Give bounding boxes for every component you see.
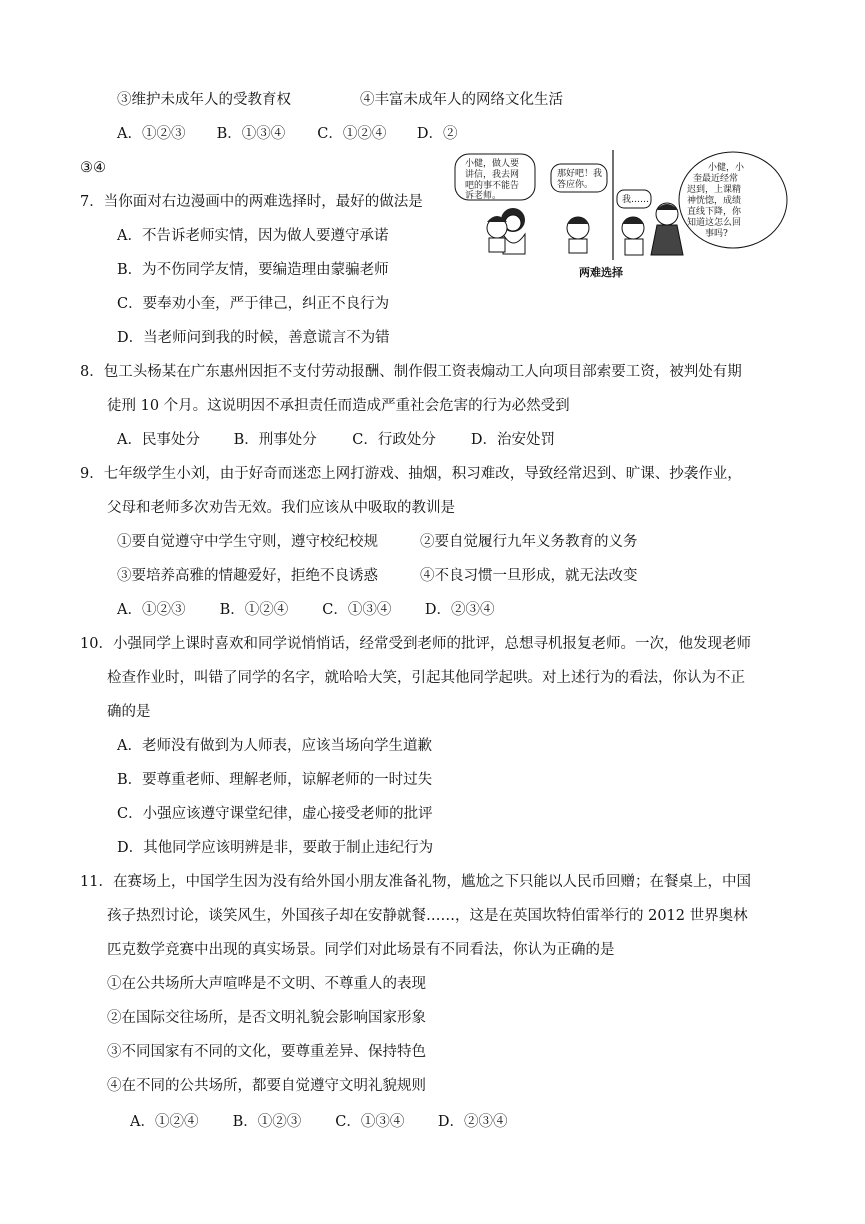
q10-stem-line2: 检查作业时，叫错了同学的名字，就哈哈大笑，引起其他同学起哄。对上述行为的看法，你认为不正 — [107, 670, 745, 686]
q11-option-a: A．①②④ — [130, 1114, 199, 1130]
q7-option-a: A．不告诉老师实情，因为做人要遵守承诺 — [117, 228, 389, 244]
figure-teacher-right — [622, 203, 683, 255]
bubble4-line7: 事吗? — [705, 229, 728, 239]
q11-item-3: ③不同国家有不同的文化，要尊重差异、保持特色 — [107, 1044, 426, 1060]
bubble4-line2: 奎最近经常 — [693, 174, 739, 184]
q8-option-a: A．民事处分 — [117, 432, 200, 448]
q10-stem-line1: 10．小强同学上课时喜欢和同学说悄悄话，经常受到老师的批评，总想寻机报复老师。一次，他发现老师 — [80, 636, 751, 652]
q9-item-3: ③要培养高雅的情趣爱好，拒绝不良诱惑 — [117, 568, 378, 584]
q11-stem-line1: 11．在赛场上，中国学生因为没有给外国小朋友准备礼物，尴尬之下只能以人民币回赠；在餐桌上，中国 — [80, 874, 751, 890]
q8-option-b: B．刑事处分 — [233, 432, 317, 448]
bubble4-line4: 神恍惚，成绩 — [687, 196, 742, 206]
q9-option-c: C．①③④ — [322, 602, 392, 618]
q11-item-4: ④在不同的公共场所，都要自觉遵守文明礼貌规则 — [107, 1078, 426, 1094]
q6-item-4: ④丰富未成年人的网络文化生活 — [360, 92, 563, 108]
q10-option-d: D．其他同学应该明辨是非，要敢于制止违纪行为 — [117, 840, 434, 856]
bubble4-line6: 知道这怎么回 — [687, 218, 742, 228]
q9-option-b: B．①②④ — [219, 602, 289, 618]
comic-illustration — [453, 150, 788, 280]
bubble1-line4: 诉老师。 — [465, 191, 502, 201]
bubble2-line1: 那好吧！我 — [557, 169, 603, 179]
q10-stem-line3: 确的是 — [107, 704, 151, 720]
q9-item-2: ②要自觉履行九年义务教育的义务 — [420, 534, 638, 550]
figure-boys-left — [487, 208, 589, 254]
q6-option-c: C．①②④ — [317, 126, 387, 142]
bubble4-line3: 迟到，上课精 — [687, 185, 742, 195]
q6-option-d-wrap: ③④ — [80, 160, 106, 176]
q8-option-c: C．行政处分 — [352, 432, 436, 448]
q9-option-a: A．①②③ — [117, 602, 186, 618]
q7-stem: 7．当你面对右边漫画中的两难选择时，最好的做法是 — [80, 194, 423, 210]
q9-option-d: D．②③④ — [424, 602, 495, 618]
q9-options — [117, 600, 494, 620]
q11-stem-line2: 孩子热烈讨论，谈笑风生，外国孩子却在安静就餐……，这是在英国坎特伯雷举行的 2012 世界奥林 — [107, 908, 748, 924]
q6-options — [117, 124, 457, 144]
q8-option-d: D．治安处罚 — [470, 432, 555, 448]
q7-option-b: B．为不伤同学友情，要编造理由蒙骗老师 — [117, 262, 389, 278]
bubble1-line3: 吧的事不能告 — [465, 181, 520, 191]
bubble1-line1: 小健，做人要 — [465, 159, 520, 169]
q11-item-2: ②在国际交往场所，是否文明礼貌会影响国家形象 — [107, 1010, 426, 1026]
q7-option-c: C．要奉劝小奎，严于律己，纠正不良行为 — [117, 296, 390, 312]
q10-option-a: A．老师没有做到为人师表，应该当场向学生道歉 — [117, 738, 432, 754]
q8-options — [117, 430, 555, 450]
q10-option-c: C．小强应该遵守课堂纪律，虚心接受老师的批评 — [117, 806, 433, 822]
comic-caption: 两难选择 — [579, 266, 623, 279]
bubble4-line1: 小健，小 — [708, 163, 745, 173]
bubble4-line5: 直线下降，你 — [687, 207, 742, 217]
q11-option-b: B．①②③ — [232, 1114, 302, 1130]
q9-item-4: ④不良习惯一旦形成，就无法改变 — [420, 568, 638, 584]
q11-option-c: C．①③④ — [335, 1114, 405, 1130]
bubble1-line2: 讲信，我去网 — [465, 170, 520, 180]
q8-stem-line2: 徒刑 10 个月。这说明因不承担责任而造成严重社会危害的行为必然受到 — [107, 398, 570, 414]
bubble3-line1: 我…… — [622, 195, 650, 205]
q6-option-a: A．①②③ — [117, 126, 186, 142]
bubble2-line2: 答应你。 — [557, 180, 594, 190]
q11-options — [130, 1112, 507, 1132]
q11-option-d: D．②③④ — [437, 1114, 508, 1130]
q7-option-d: D．当老师问到我的时候，善意谎言不为错 — [117, 330, 390, 346]
q9-item-1: ①要自觉遵守中学生守则，遵守校纪校规 — [117, 534, 378, 550]
q8-stem-line1: 8．包工头杨某在广东惠州因拒不支付劳动报酬、制作假工资表煽动工人向项目部索要工资，被判处有期 — [80, 364, 742, 380]
q11-stem-line3: 匹克数学竞赛中出现的真实场景。同学们对此场景有不同看法，你认为正确的是 — [107, 942, 615, 958]
q6-option-d: D．② — [416, 126, 458, 142]
q6-item-3: ③维护未成年人的受教育权 — [117, 92, 291, 108]
q6-option-b: B．①③④ — [216, 126, 286, 142]
q10-option-b: B．要尊重老师、理解老师，谅解老师的一时过失 — [117, 772, 433, 788]
q9-stem-line1: 9．七年级学生小刘，由于好奇而迷恋上网打游戏、抽烟，积习难改，导致经常迟到、旷课、抄袭作业， — [80, 466, 742, 482]
q9-stem-line2: 父母和老师多次劝告无效。我们应该从中吸取的教训是 — [107, 500, 455, 516]
q11-item-1: ①在公共场所大声喧哗是不文明、不尊重人的表现 — [107, 976, 426, 992]
comic-dilemma — [453, 150, 788, 280]
